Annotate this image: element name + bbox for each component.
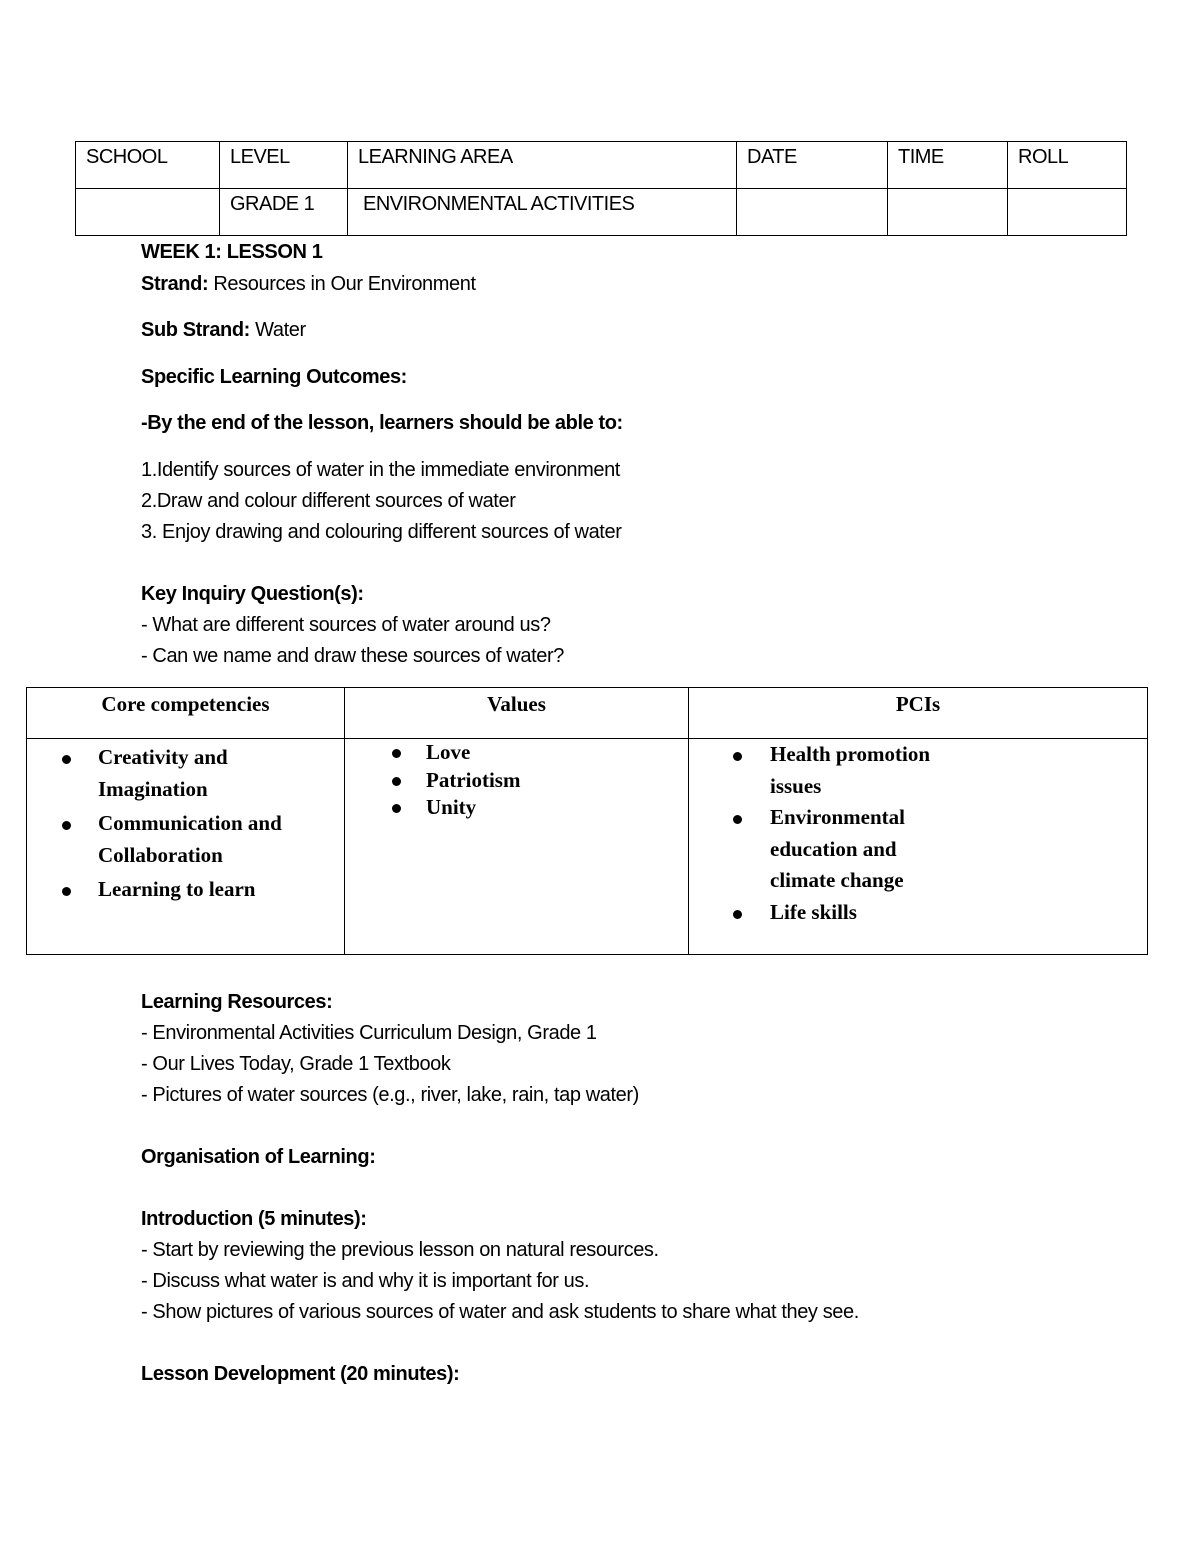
competency-header-row (27, 688, 1148, 739)
values-header: Values (345, 688, 689, 739)
header-time: TIME (888, 142, 1008, 189)
strand-line (141, 272, 476, 296)
organisation-heading: Organisation of Learning: (141, 1146, 376, 1168)
values-cell (345, 739, 689, 955)
pcis-header: PCIs (689, 688, 1148, 739)
week-lesson-title: WEEK 1: LESSON 1 (141, 241, 323, 263)
inquiry-heading: Key Inquiry Question(s): (141, 583, 364, 605)
strand-label: Strand: (141, 273, 209, 295)
bullet-icon (733, 910, 742, 919)
list-item (733, 897, 1147, 929)
list-item-line: Patriotism (426, 767, 521, 792)
bullet-icon (392, 777, 401, 786)
list-item-line: Collaboration (98, 842, 223, 867)
strand-value: Resources in Our Environment (213, 273, 476, 295)
outcome-item: 2.Draw and colour different sources of water (141, 490, 516, 512)
sub-strand-label: Sub Strand: (141, 319, 250, 341)
level-value: GRADE 1 (220, 189, 348, 236)
bullet-icon (733, 815, 742, 824)
development-heading: Lesson Development (20 minutes): (141, 1363, 460, 1385)
school-value (76, 189, 220, 236)
list-item-line: education and (770, 836, 897, 861)
competency-body-row (27, 739, 1148, 955)
header-row (76, 142, 1127, 189)
list-item-line: climate change (770, 868, 904, 892)
inquiry-question: - What are different sources of water around us? (141, 614, 551, 636)
header-table (75, 141, 1127, 236)
list-item-line: Life skills (770, 899, 857, 924)
header-level: LEVEL (220, 142, 348, 189)
core-competencies-header: Core competencies (27, 688, 345, 739)
bullet-icon (392, 749, 401, 758)
introduction-item: - Start by reviewing the previous lesson on natural resources. (141, 1239, 659, 1261)
bullet-icon (392, 804, 401, 813)
list-item-line: issues (770, 773, 822, 798)
roll-value (1008, 189, 1127, 236)
date-value (737, 189, 888, 236)
outcome-item: 1.Identify sources of water in the immediate environment (141, 459, 620, 481)
list-item (733, 802, 1147, 897)
bullet-icon (733, 752, 742, 761)
pcis-cell (689, 739, 1148, 955)
resource-item: - Pictures of water sources (e.g., river, lake, rain, tap water) (141, 1084, 639, 1106)
time-value (888, 189, 1008, 236)
header-roll: ROLL (1008, 142, 1127, 189)
list-item (62, 874, 344, 906)
inquiry-question: - Can we name and draw these sources of water? (141, 645, 564, 667)
bullet-icon (62, 755, 71, 764)
list-item-line: Learning to learn (98, 877, 256, 901)
list-item (62, 808, 344, 871)
values-list (345, 739, 688, 822)
list-item-line: Environmental (770, 805, 905, 829)
list-item-line: Communication and (98, 811, 282, 835)
sub-strand-line (141, 318, 306, 342)
list-item-line: Love (426, 740, 471, 764)
header-learning-area: LEARNING AREA (348, 142, 737, 189)
learning-area-value: ENVIRONMENTAL ACTIVITIES (348, 189, 737, 236)
header-school: SCHOOL (76, 142, 220, 189)
header-values-row (76, 189, 1127, 236)
resource-item: - Environmental Activities Curriculum Design, Grade 1 (141, 1022, 597, 1044)
list-item (392, 794, 688, 822)
resources-heading: Learning Resources: (141, 991, 333, 1013)
list-item (392, 739, 688, 767)
bullet-icon (62, 821, 71, 830)
list-item (62, 742, 344, 805)
outcomes-heading: Specific Learning Outcomes: (141, 366, 407, 388)
list-item (392, 767, 688, 795)
outcomes-intro: -By the end of the lesson, learners should be able to: (141, 412, 623, 434)
list-item-line: Unity (426, 795, 477, 819)
introduction-item: - Show pictures of various sources of water and ask students to share what they see. (141, 1301, 859, 1323)
list-item-line: Health promotion (770, 742, 931, 766)
list-item (733, 739, 1147, 802)
resource-item: - Our Lives Today, Grade 1 Textbook (141, 1053, 451, 1075)
sub-strand-value: Water (255, 319, 306, 341)
competency-table (26, 687, 1148, 955)
header-date: DATE (737, 142, 888, 189)
introduction-heading: Introduction (5 minutes): (141, 1208, 367, 1230)
core-competencies-cell (27, 739, 345, 955)
bullet-icon (62, 887, 71, 896)
introduction-item: - Discuss what water is and why it is important for us. (141, 1270, 590, 1292)
outcome-item: 3. Enjoy drawing and colouring different sources of water (141, 521, 622, 543)
list-item-line: Imagination (98, 776, 208, 801)
list-item-line: Creativity and (98, 745, 228, 769)
core-competencies-list (27, 739, 344, 906)
pcis-list (689, 739, 1147, 928)
